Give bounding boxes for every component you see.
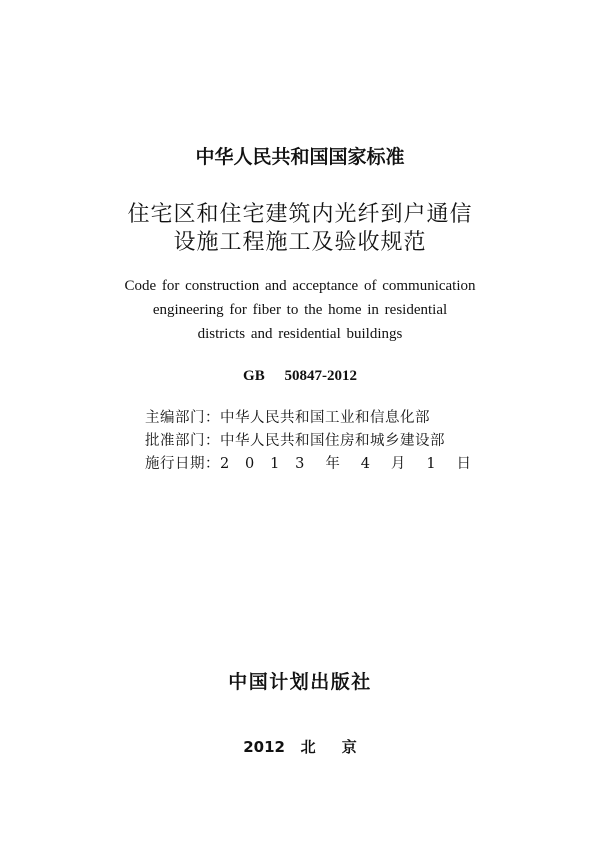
chinese-title-line-2: 设施工程施工及验收规范 (173, 230, 427, 255)
publisher-name: 中国计划出版社 (228, 671, 372, 693)
chief-editing-department: 主编部门：中华人民共和国工业和信息化部 (145, 410, 430, 426)
english-title-line-2: engineering for fiber to the home in residential (152, 302, 448, 318)
approving-department: 批准部门：中华人民共和国住房和城乡建设部 (145, 433, 445, 449)
english-title-line-1: Code for construction and acceptance of communication (124, 278, 476, 294)
publication-year-and-place: 2012 北 京 (243, 738, 357, 756)
chinese-title-line-1: 住宅区和住宅建筑内光纤到户通信 (127, 202, 473, 227)
standard-code: GB 50847-2012 (243, 368, 357, 384)
english-title-line-3: districts and residential buildings (197, 326, 403, 342)
standard-category-header: 中华人民共和国国家标准 (195, 146, 405, 168)
effective-date: 施行日期：2 0 1 3 年 4 月 1 日 (145, 456, 472, 472)
